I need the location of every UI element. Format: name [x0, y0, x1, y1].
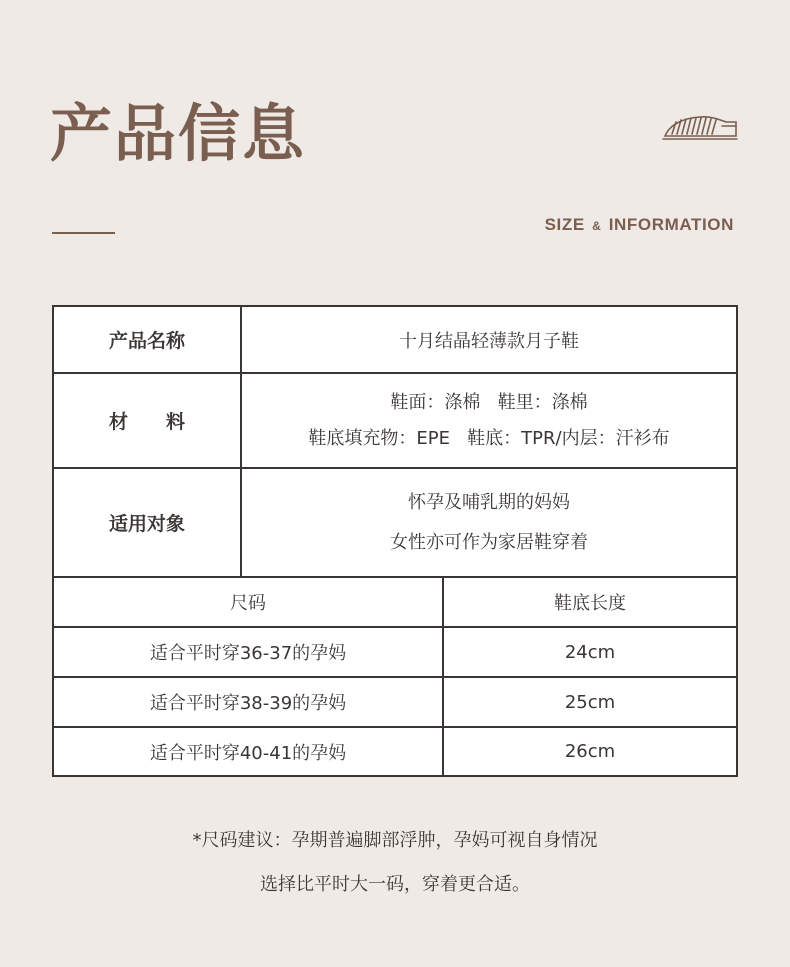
size-header: 尺码	[54, 578, 444, 626]
product-name-row	[54, 307, 736, 374]
audience-line-1: 怀孕及哺乳期的妈妈	[408, 491, 570, 513]
material-label-cell	[54, 374, 242, 467]
product-name-value: 十月结晶轻薄款月子鞋	[399, 330, 579, 352]
section-subtitle	[545, 215, 734, 235]
table-row	[54, 728, 736, 775]
audience-line-2: 女性亦可作为家居鞋穿着	[390, 531, 588, 553]
size-cell: 适合平时穿38-39的孕妈	[54, 678, 444, 726]
product-info-table	[52, 305, 738, 777]
size-note-line-2: 选择比平时大一码，穿着更合适。	[260, 874, 530, 895]
material-value	[242, 374, 736, 467]
product-name-label: 产品名称	[54, 307, 242, 372]
material-line-2: 鞋底填充物：EPE 鞋底：TPR/内层：汗衫布	[308, 427, 670, 449]
audience-row	[54, 469, 736, 578]
page-title: 产品信息	[50, 97, 307, 170]
audience-value	[242, 469, 736, 576]
size-header-row	[54, 578, 736, 628]
length-cell: 26cm	[564, 741, 616, 762]
table-row	[54, 678, 736, 728]
accent-divider	[52, 232, 115, 234]
length-cell: 25cm	[564, 691, 616, 713]
table-row	[54, 628, 736, 678]
subtitle-size: SIZE	[544, 215, 585, 234]
material-label: 材料	[108, 411, 223, 433]
size-cell: 适合平时穿40-41的孕妈	[54, 728, 444, 775]
material-row	[54, 374, 736, 469]
size-cell: 适合平时穿36-37的孕妈	[54, 628, 444, 676]
subtitle-ampersand: &	[592, 219, 602, 233]
length-cell: 24cm	[564, 641, 616, 663]
subtitle-information: INFORMATION	[608, 215, 734, 234]
audience-label: 适用对象	[54, 469, 242, 576]
material-line-1: 鞋面：涤棉 鞋里：涤棉	[390, 391, 588, 413]
size-note-line-1: *尺码建议：孕期普遍脚部浮肿，孕妈可视自身情况	[192, 830, 598, 851]
length-header: 鞋底长度	[554, 593, 626, 614]
shoe-icon	[660, 112, 740, 146]
